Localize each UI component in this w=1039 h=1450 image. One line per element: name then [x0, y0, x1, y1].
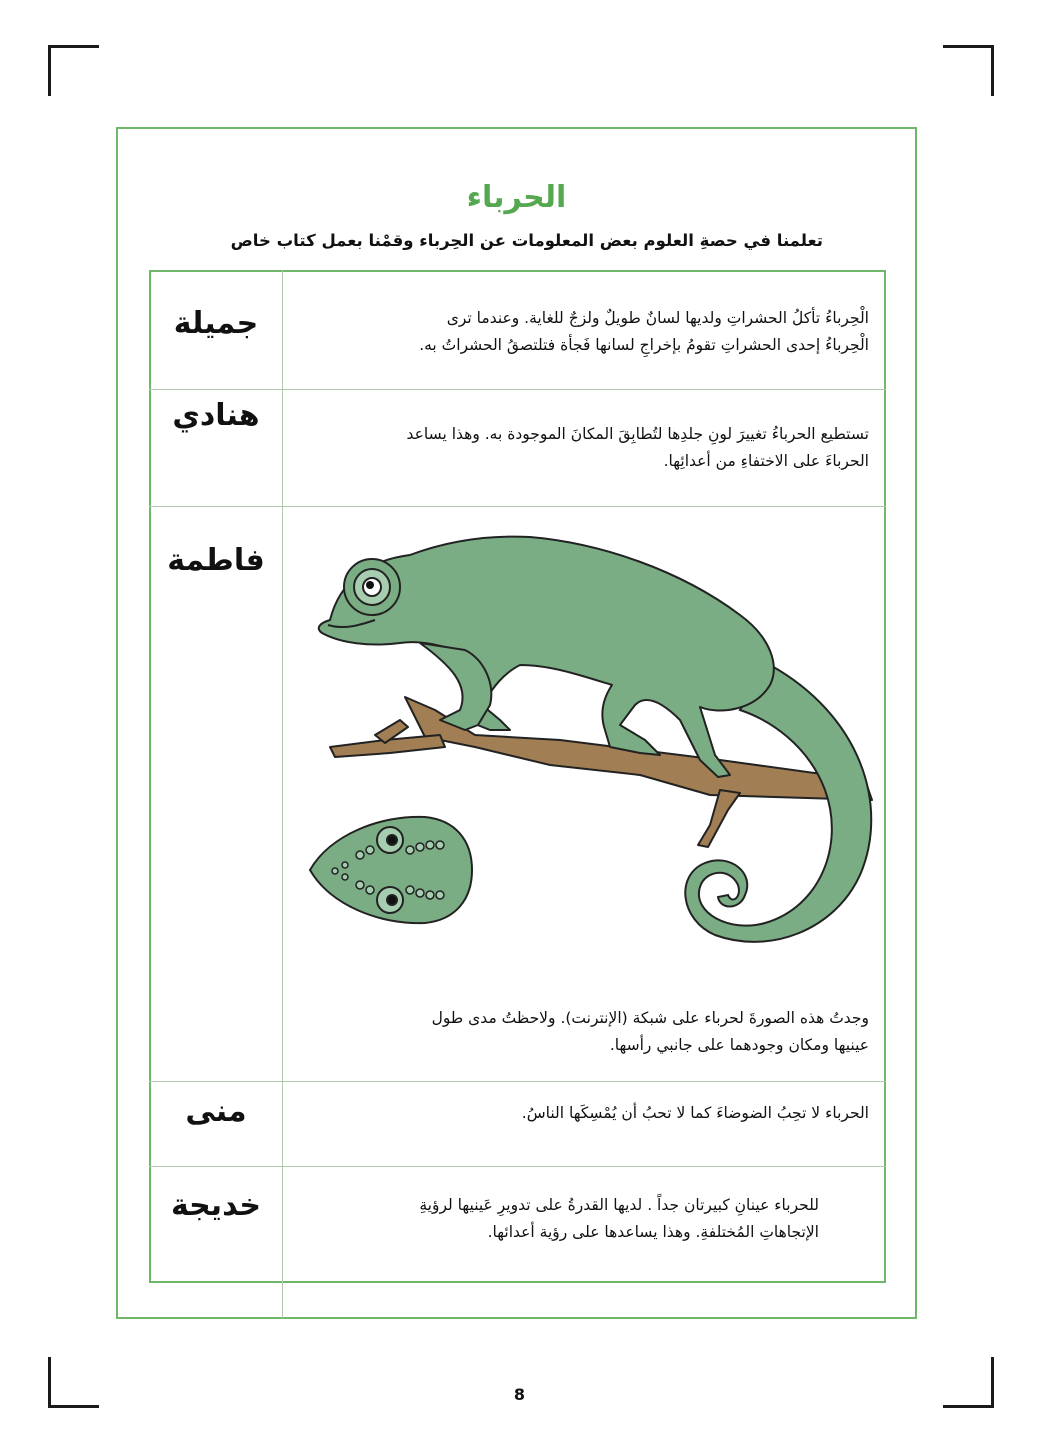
text-line: وجدتُ هذه الصورةَ لحرباء على شبكة (الإنترنت). ولاحظتُ مدى طول: [431, 1009, 869, 1027]
row-name-jamila: جميلة: [173, 306, 259, 341]
row-divider: [149, 506, 886, 507]
row-name-hanadi: هنادي: [172, 398, 260, 433]
page-subtitle: تعلمنا في حصةِ العلوم بعض المعلومات عن الحِرباء وقمْنا بعمل كتاب خاص: [230, 231, 823, 250]
text-line: للحرباء عينانِ كبيرتان جداً . لديها القدرةُ على تدويرِ عَينيها لرؤيةِ: [419, 1196, 819, 1214]
text-line: الإتجاهاتِ المُختلفةِ. وهذا يساعدها على رؤية أعدائها.: [487, 1223, 819, 1241]
page-title: الحرباء: [466, 180, 567, 215]
chameleon-illustration: [300, 525, 880, 985]
text-line: الْحِرباءُ تأكلُ الحشراتِ ولديها لسانٌ طويلٌ ولزجٌ للغاية. وعندما ترى: [446, 309, 869, 327]
text-line: الحرباء لا تحِبُ الضوضاءَ كما لا تحبُ أن يُمْسِكَها الناسُ.: [521, 1104, 869, 1122]
text-line: تستطيع الحرباءُ تغييرَ لونِ جلدِها لتُطابِقَ المكانَ الموجودة به. وهذا يساعد: [406, 425, 869, 443]
row-name-fatima: فاطمة: [167, 543, 265, 578]
text-line: الْحِرباءُ إحدى الحشراتِ تقومُ بإخراجِ لسانها فَجأة فتلتصقُ الحشراتُ به.: [419, 336, 869, 354]
row-name-khadija: خديجة: [170, 1188, 262, 1223]
row-divider: [149, 1166, 886, 1167]
eye-image: [344, 559, 400, 615]
column-divider: [282, 270, 283, 1318]
crop-mark-top-right: [943, 45, 994, 96]
text-line: عينيها ومكان وجودهما على جانبي رأسها.: [609, 1036, 869, 1054]
crop-mark-top-left: [48, 45, 99, 96]
head-top-view-image: [310, 817, 472, 923]
row-divider: [149, 1081, 886, 1082]
text-line: الحرباءَ على الاختفاءِ من أعدائِها.: [663, 452, 869, 470]
page-number: 8: [513, 1385, 526, 1404]
row-text-mona: [522, 1100, 869, 1127]
row-text-hanadi: [407, 421, 869, 475]
row-name-mona: منى: [185, 1094, 247, 1129]
row-divider: [149, 389, 886, 390]
row-text-khadija: [419, 1192, 819, 1246]
row-text-jamila: [419, 305, 869, 359]
row-text-fatima: [432, 1005, 869, 1059]
